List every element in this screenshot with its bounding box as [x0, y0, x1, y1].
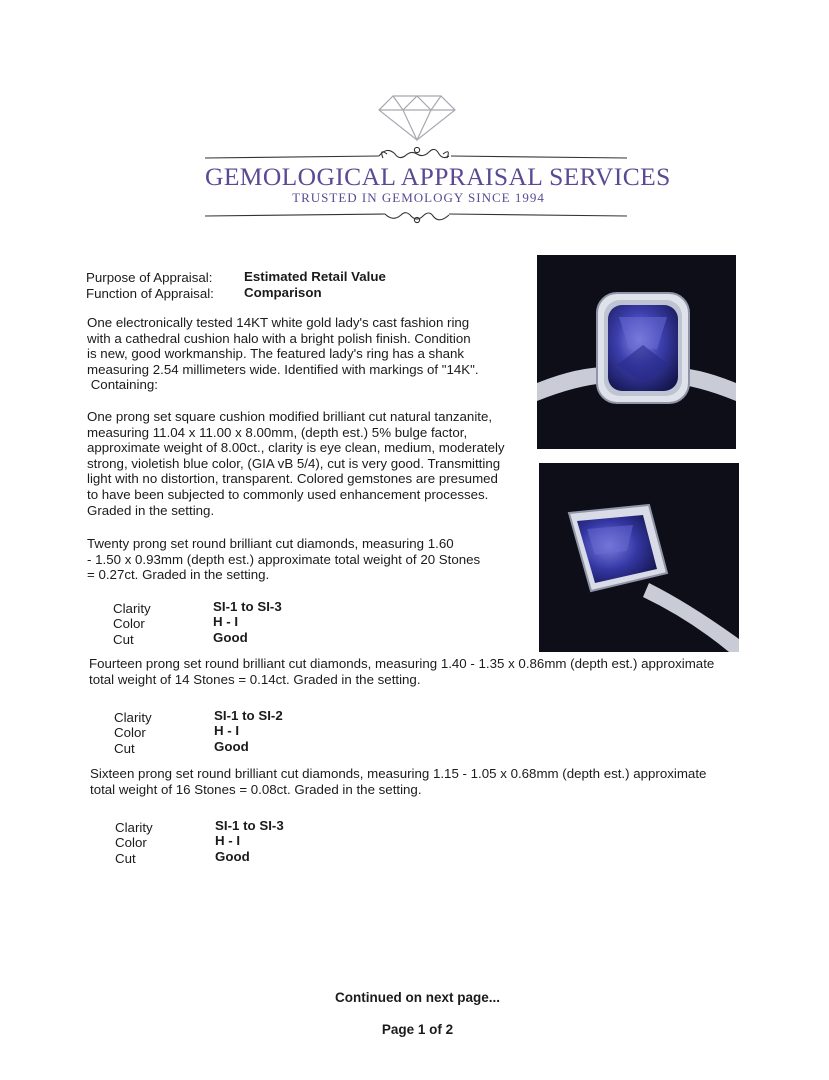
spec-label-cut: Cut — [114, 741, 135, 756]
spec-label-cut: Cut — [113, 632, 134, 647]
page-number: Page 1 of 2 — [381, 1022, 454, 1037]
diamond-icon — [379, 96, 455, 140]
diamond-line: = 0.27ct. Graded in the setting. — [87, 567, 270, 583]
center-stone-description — [87, 409, 505, 518]
center-stone-line: One prong set square cushion modified brilliant cut natural tanzanite, — [87, 409, 493, 424]
center-stone-line: strong, violetish blue color, (GIA vB 5/4), cut is very good. Transmitting — [87, 455, 501, 471]
spec-label-cut: Cut — [115, 851, 136, 866]
purpose-label: Purpose of Appraisal: — [86, 270, 213, 285]
center-stone-line: light with no distortion, transparent. Colored gemstones are presumed — [87, 471, 498, 487]
spec-value-color: H - I — [213, 614, 239, 629]
spec-value-clarity: SI-1 to SI-3 — [215, 818, 284, 833]
spec-value-clarity: SI-1 to SI-2 — [214, 708, 283, 723]
description-line: is new, good workmanship. The featured lady's ring has a shank — [87, 346, 465, 362]
flourish-bottom — [205, 213, 627, 223]
center-stone-line: approximate weight of 8.00ct., clarity is eye clean, medium, moderately — [87, 440, 505, 456]
diamond-line: Sixteen prong set round brilliant cut diamonds, measuring 1.15 - 1.05 x 0.68mm (depth est.) approximate — [90, 766, 707, 781]
diamond-line: total weight of 14 Stones = 0.14ct. Graded in the setting. — [89, 671, 421, 687]
center-stone-line: to have been subjected to commonly used enhancement processes. — [87, 486, 489, 502]
center-stone-line: measuring 11.04 x 11.00 x 8.00mm, (depth est.) 5% bulge factor, — [87, 424, 468, 440]
diamond-group-3 — [90, 766, 706, 797]
description-line: One electronically tested 14KT white gold lady's cast fashion ring — [87, 315, 470, 330]
description-line: Containing: — [87, 377, 158, 393]
spec-value-clarity: SI-1 to SI-3 — [213, 599, 282, 614]
spec-value-cut: Good — [214, 739, 249, 754]
function-value: Comparison — [244, 285, 322, 300]
diamond-line: total weight of 16 Stones = 0.08ct. Graded in the setting. — [90, 781, 422, 797]
spec-label-color: Color — [114, 725, 146, 740]
diamond-group-1 — [87, 536, 480, 583]
function-label: Function of Appraisal: — [86, 286, 214, 301]
spec-label-clarity: Clarity — [114, 710, 152, 725]
diamond-line: Twenty prong set round brilliant cut diamonds, measuring 1.60 — [87, 536, 454, 551]
spec-label-clarity: Clarity — [115, 820, 153, 835]
center-stone-line: Graded in the setting. — [87, 502, 215, 518]
purpose-value: Estimated Retail Value — [244, 269, 386, 284]
spec-value-cut: Good — [215, 849, 250, 864]
logo-ornament — [195, 88, 671, 228]
company-name: GEMOLOGICAL APPRAISAL SERVICES — [205, 162, 671, 191]
description-line: with a cathedral cushion halo with a bright polish finish. Condition — [87, 330, 471, 346]
spec-value-color: H - I — [214, 723, 240, 738]
spec-value-cut: Good — [213, 630, 248, 645]
description-line: measuring 2.54 millimeters wide. Identified with markings of "14K". — [87, 361, 479, 377]
continued-notice: Continued on next page... — [335, 990, 500, 1005]
ring-photo-top — [537, 255, 736, 449]
diamond-line: Fourteen prong set round brilliant cut diamonds, measuring 1.40 - 1.35 x 0.86mm (depth est.) approximate — [89, 656, 715, 671]
diamond-group-2 — [89, 656, 714, 687]
spec-label-color: Color — [115, 835, 147, 850]
spec-label-color: Color — [113, 616, 145, 631]
diamond-line: - 1.50 x 0.93mm (depth est.) approximate total weight of 20 Stones — [87, 551, 481, 567]
company-tagline: TRUSTED IN GEMOLOGY SINCE 1994 — [292, 190, 545, 205]
flourish-top — [205, 147, 627, 158]
spec-label-clarity: Clarity — [113, 601, 151, 616]
ring-description — [87, 315, 479, 393]
ring-photo-side — [539, 463, 739, 652]
spec-value-color: H - I — [215, 833, 241, 848]
